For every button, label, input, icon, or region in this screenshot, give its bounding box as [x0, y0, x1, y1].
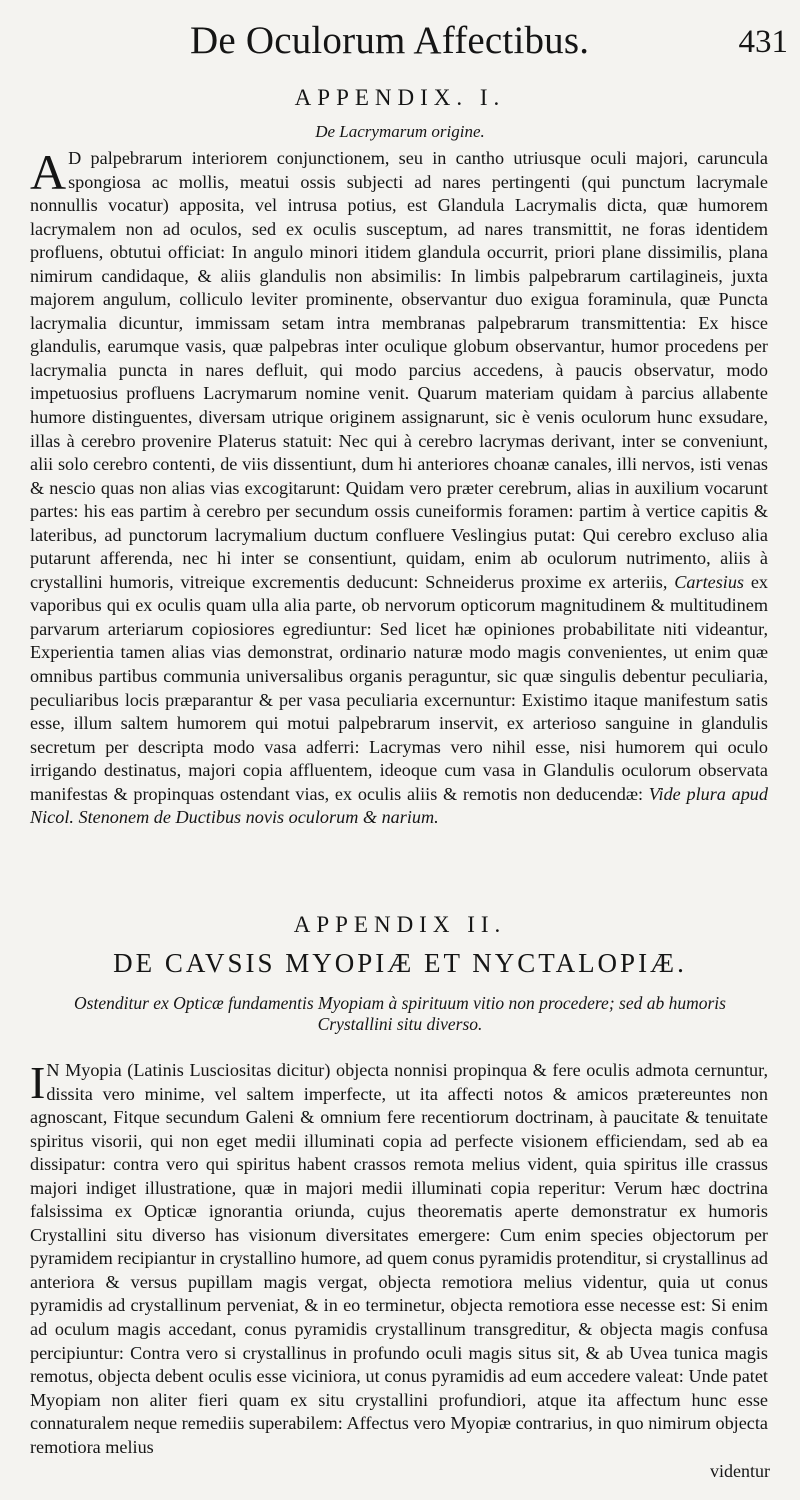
running-head: De Oculorum Affectibus. — [190, 19, 590, 62]
page-header — [0, 18, 800, 74]
appendix-2-subtitle: Ostenditur ex Opticæ fundamentis Myopiam à spirituum vitio non procedere; sed ab humoris Crystallini situ diverso. — [74, 993, 726, 1034]
appendix-2-heading: DE CAVSIS MYOPIÆ ET NYCTALOPIÆ. — [113, 948, 687, 978]
cartesius-name: Cartesius — [674, 571, 744, 592]
appendix-1-body — [30, 144, 768, 830]
appendix-2-body — [30, 1059, 768, 1459]
appendix-1-subtitle: De Lacrymarum origine. — [315, 122, 485, 141]
appendix-2-text: N Myopia (Latinis Lusciositas dicitur) objecta nonnisi propinqua & fere oculis admota cernuntur, dissita vero minime, vel saltem imperfecte, ut ita affecti notos & amicos prætereuntes non agnoscant, Fitque secundum Galeni & omnium fere recentiorum doctrinam, à paucitate & tenuitate spiritus visorii, qui non eget medii illuminati copia ad perfecte visionem efficiendam, sed ab ea dissipatur: contra vero qui spiritus habent crassos remota melius vident, quia spiritus ille crassus majori indiget illustratione, quæ in majori medii illuminati copia reperitur: Verum hæc doctrina falsissima ex Opticæ ignorantia oriunda, cujus theorematis aperte demonstratur ex humoris Crystallini situ diverso has visionum diversitates emergere: Cum enim species objectorum per pyramidem recipiantur in crystallino humore, ad quem conus pyramidis protenditur, si crystallinus ad anteriora & versus pupillam magis vergat, objecta remotiora melius videntur, quia ut conus pyramidis ad crystallinum perveniat, & in eo terminetur, objecta remotiora esse necesse est: Si enim ad oculum magis accedant, conus pyramidis crystallinum transgreditur, & objecta magis confusa percipiuntur: Contra vero si crystallinus in profundo oculi magis situs sit, & ab Uvea tunica magis remotus, objecta debent oculis esse viciniora, ut conus pyramidis ad eum accedere valeat: Unde patet Myopiam non aliter fieri quam ex situ crystallini profundiori, atque ita affectum hunc esse connaturalem neque remediis superabilem: Affectus vero Myopiæ contrarius, in quo nimirum objecta remotiora melius — [30, 1060, 768, 1457]
appendix-1-title: APPENDIX. I. — [294, 85, 506, 110]
closing-note: Vide plura apud Nicol. Stenonem de Ductibus novis oculorum & narium. — [30, 783, 768, 828]
appendix-1-text-continued: ex vaporibus qui ex oculis quam ulla alia parte, ob nervorum opticorum magnitudinem & multitudinem parvarum arteriarum copiosiores egrediuntur: Sed licet hæ opiniones probabilitate niti videantur, Experientia tamen alias vias demonstrat, ordinario naturæ modo magis convenientes, ut enim quæ omnibus partibus communia universalibus organis peraguntur, sic quæ singulis debentur peculiaria, peculiaribus locis præparantur & per vasa peculiaria excernuntur: Existimo itaque manifestum satis esse, illum saltem humorem qui motui palpebrarum inservit, ex arterioso sanguine in glandulis secretum per descripta modo vasa adferri: Lacrymas vero nihil esse, nisi humorem qui oculo irrigando destinatus, majori copia affluentem, ideoque cum vasa in Glandulis oculorum observata manifestas & propinquas ostendant vias, ex oculis aliis & remotis non deducendæ: — [30, 571, 768, 804]
appendix-2-title: APPENDIX II. — [293, 912, 507, 937]
catchword: videntur — [710, 1461, 770, 1481]
appendix-1-text: D palpebrarum interiorem conjunctionem, seu in cantho utriusque oculi majori, caruncula spongiosa ac mollis, meatui ossis subjecti ad nares pertingenti (qui punctum lacrymale nonnullis vocatur) apposita, vel intrusa potius, est Glandula Lacrymalis dicta, quæ humorem lacrymalem non ad oculos, sed ex oculis susceptum, ad nares transmittit, ne foras identidem profluens, obtutui officiat: In angulo minori itidem glandula occurrit, priori plane dissimilis, plana nimirum candidaque, & aliis glandulis non absimilis: In limbis palpebrarum cartilagineis, juxta majorem angulum, colliculo leviter prominente, observantur duo exigua foraminula, quæ Puncta lacrymalia dicuntur, immissam setam intra membranas palpebrarum transmittentia: Ex hisce glandulis, earumque vasis, quæ palpebras inter oculique globum observantur, humor procedens per lacrymalia puncta in nares defluit, qui modo parcius accedens, à paucis observatur, modo impetuosius profluens Lacrymarum nomine venit. Quarum materiam quidam à parcius allabente humore distinguentes, diversam utrique originem assignarunt, sic è venis oculorum hunc exsudare, illas à cerebro provenire Platerus statuit: Nec qui à cerebro lacrymas derivant, inter se conveniunt, alii solo cerebro contenti, de viis dissentiunt, dum hi anteriores choanæ canales, illi nervos, isti venas & nescio quas non alias vias excogitarunt: Quidam vero præter cerebrum, alias in auxilium vocarunt partes: his eas partim à cerebro per secundum ossis cuneiformis foramen: partim à vertice capitis & lateribus, ad punctorum lacrymalium ductum confluere Veslingius putat: Qui cerebro excluso alia putarunt afferenda, nec hi inter se consentiunt, quidam, enim ab oculorum nutrimento, aliis à crystallini humoris, vitreique excrementis deducunt: Schneiderus proxime ex arteriis, — [30, 148, 768, 592]
drop-cap: A — [30, 144, 67, 200]
page-number: 431 — [738, 24, 788, 60]
drop-cap: I — [30, 1057, 46, 1108]
